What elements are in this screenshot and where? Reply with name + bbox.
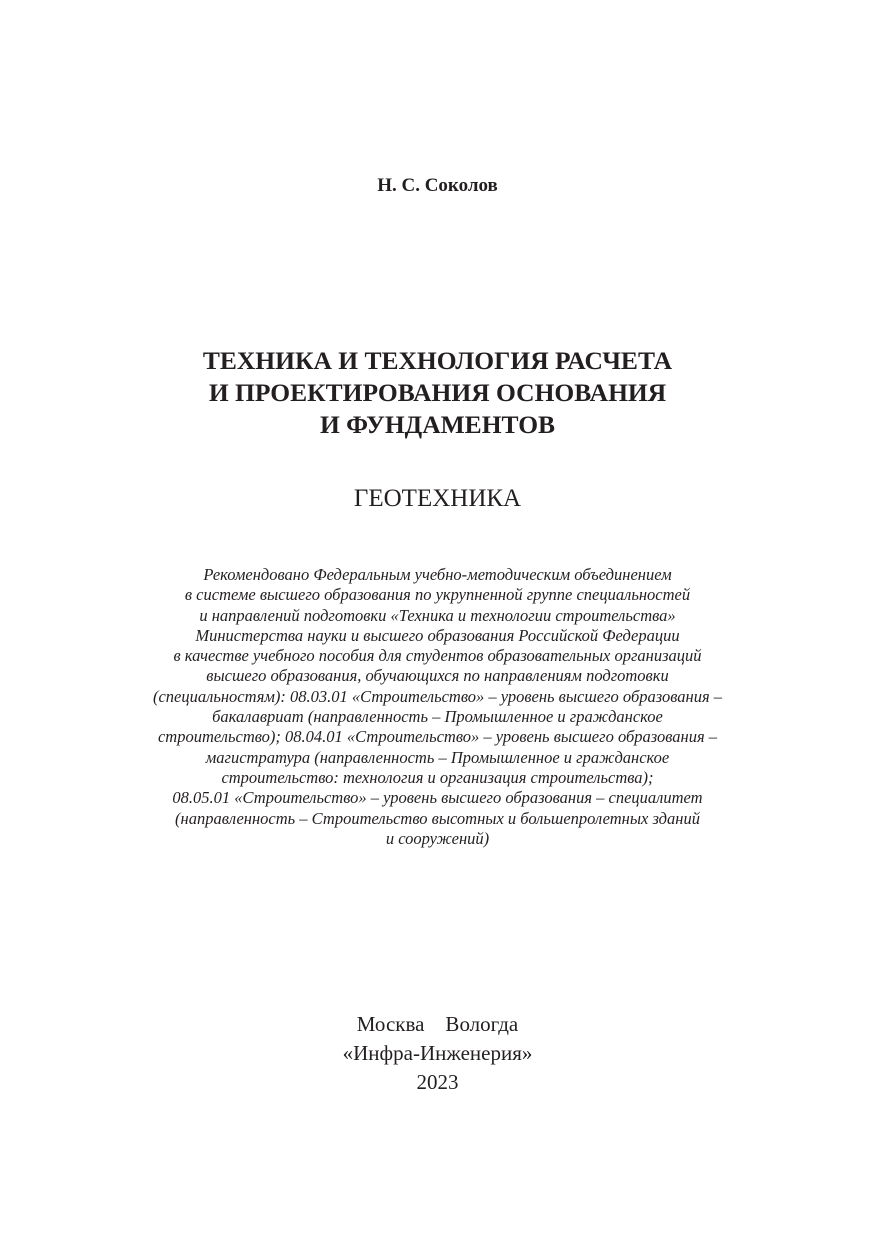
- recommendation-text: [0, 565, 875, 849]
- book-title: [0, 345, 875, 441]
- title-line: И ПРОЕКТИРОВАНИЯ ОСНОВАНИЯ: [208, 378, 667, 407]
- title-line: И ФУНДАМЕНТОВ: [319, 410, 556, 439]
- recommendation-line: 08.05.01 «Строительство» – уровень высшего образования – специалитет: [172, 788, 703, 808]
- recommendation-line: строительство); 08.04.01 «Строительство» – уровень высшего образования –: [157, 727, 718, 747]
- book-subtitle: ГЕОТЕХНИКА: [353, 485, 522, 512]
- recommendation-line: и направлений подготовки «Техника и технологии строительства»: [199, 605, 676, 625]
- recommendation-line: бакалавриат (направленность – Промышленное и гражданское: [212, 707, 663, 727]
- recommendation-line: в системе высшего образования по укрупненной группе специальностей: [184, 585, 691, 605]
- recommendation-line: высшего образования, обучающихся по направлениям подготовки: [206, 666, 669, 686]
- publisher-name: «Инфра-Инженерия»: [342, 1041, 533, 1065]
- publication-year: 2023: [416, 1070, 459, 1094]
- recommendation-line: Рекомендовано Федеральным учебно-методическим объединением: [203, 565, 672, 584]
- title-line: ТЕХНИКА И ТЕХНОЛОГИЯ РАСЧЕТА: [202, 346, 673, 375]
- recommendation-line: строительство: технология и организация строительства);: [221, 767, 654, 787]
- recommendation-line: магистратура (направленность – Промышленное и гражданское: [205, 747, 670, 767]
- recommendation-line: и сооружений): [385, 828, 490, 848]
- recommendation-line: Министерства науки и высшего образования Российской Федерации: [195, 625, 680, 645]
- publication-cities: Москва Вологда: [356, 1012, 519, 1036]
- recommendation-line: (направленность – Строительство высотных и большепролетных зданий: [175, 808, 700, 828]
- recommendation-line: в качестве учебного пособия для студентов образовательных организаций: [173, 646, 702, 666]
- author-name: Н. С. Соколов: [377, 175, 498, 196]
- imprint: [0, 1010, 875, 1097]
- recommendation-line: (специальностям): 08.03.01 «Строительство» – уровень высшего образования –: [152, 686, 723, 706]
